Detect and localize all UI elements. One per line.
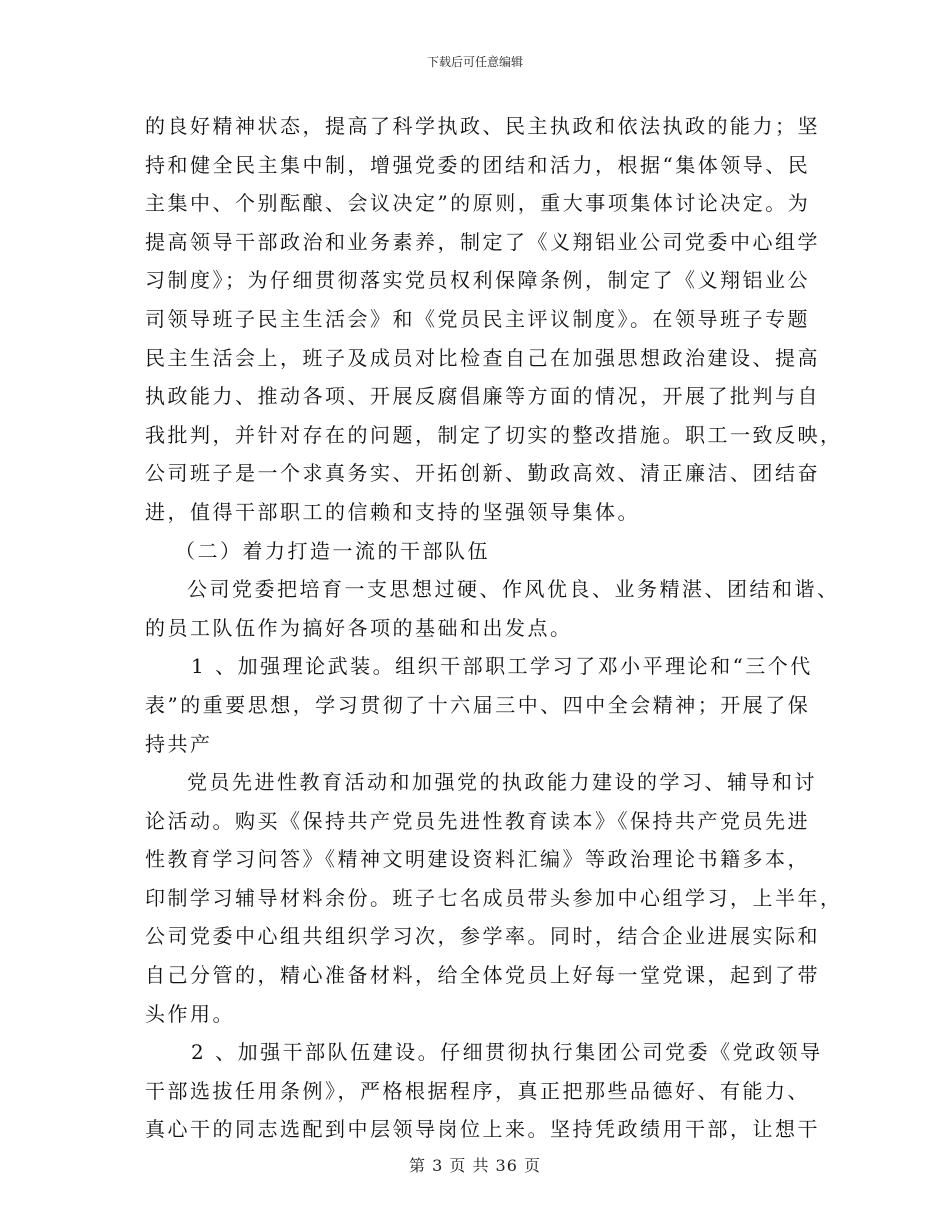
text-line: 头作用。 (145, 1001, 235, 1026)
text-line: 司领导班子民主生活会》和《党员民主评议制度》。在领导班子专题 (145, 306, 810, 331)
text-line: 持和健全民主集中制，增强党委的团结和活力，根据“集体领导、民 (145, 152, 811, 177)
text-line: 执政能力、推动各项、开展反腐倡廉等方面的情况，开展了批判与自 (145, 384, 820, 409)
text-line: 我批判，并针对存在的问题，制定了切实的整改措施。职工一致反映， (145, 422, 843, 447)
text-line: 公司班子是一个求真务实、开拓创新、勤政高效、清正廉洁、团结奋 (145, 461, 820, 486)
section-heading: （二）着力打造一流的干部队伍 (175, 538, 490, 563)
text-line: 公司党委把培育一支思想过硬、作风优良、业务精湛、团结和谐、 (187, 577, 840, 602)
text-line: 印制学习辅导材料余份。班子七名成员带头参加中心组学习，上半年， (145, 885, 843, 910)
text-line: 习制度》；为仔细贯彻落实党员权利保障条例，制定了《义翔铝业公 (145, 268, 810, 293)
text-line: 表”的重要思想，学习贯彻了十六届三中、四中全会精神；开展了保 (145, 692, 811, 717)
text-line: 主集中、个别酝酿、会议决定”的原则，重大事项集体讨论决定。为 (145, 191, 811, 216)
text-line: 论活动。购买《保持共产党员先进性教育读本》《保持共产党员先进 (145, 808, 810, 833)
text-line: 2 、加强干部队伍建设。仔细贯彻执行集团公司党委《党政领导 (191, 1040, 823, 1065)
text-line: 1 、加强理论武装。组织干部职工学习了邓小平理论和“三个代 (191, 654, 813, 679)
text-line: 持共产 (145, 731, 213, 756)
text-line: 公司党委中心组共组织学习次，参学率。同时，结合企业进展实际和 (145, 924, 820, 949)
text-line: 自己分管的，精心准备材料，给全体党员上好每一堂党课，起到了带 (145, 963, 820, 988)
text-line: 性教育学习问答》《精神文明建设资料汇编》等政治理论书籍多本， (145, 847, 810, 872)
text-line: 民主生活会上，班子及成员对比检查自己在加强思想政治建设、提高 (145, 345, 820, 370)
text-line: 党员先进性教育活动和加强党的执政能力建设的学习、辅导和讨 (187, 770, 817, 795)
text-line: 的良好精神状态，提高了科学执政、民主执政和依法执政的能力；坚 (145, 114, 820, 138)
document-body (145, 107, 843, 1149)
text-line: 真心干的同志选配到中层领导岗位上来。坚持凭政绩用干部，让想干 (145, 1117, 820, 1142)
text-line: 干部选拔任用条例》，严格根据程序，真正把那些品德好、有能力、 (145, 1078, 810, 1103)
page-header-note: 下载后可任意编辑 (426, 55, 523, 69)
text-line: 的员工队伍作为搞好各项的基础和出发点。 (145, 615, 573, 640)
text-line: 提高领导干部政治和业务素养，制定了《义翔铝业公司党委中心组学 (145, 229, 820, 254)
page-number-footer: 第 3 页 共 36 页 (409, 1156, 541, 1175)
text-line: 进，值得干部职工的信赖和支持的坚强领导集体。 (145, 499, 640, 524)
